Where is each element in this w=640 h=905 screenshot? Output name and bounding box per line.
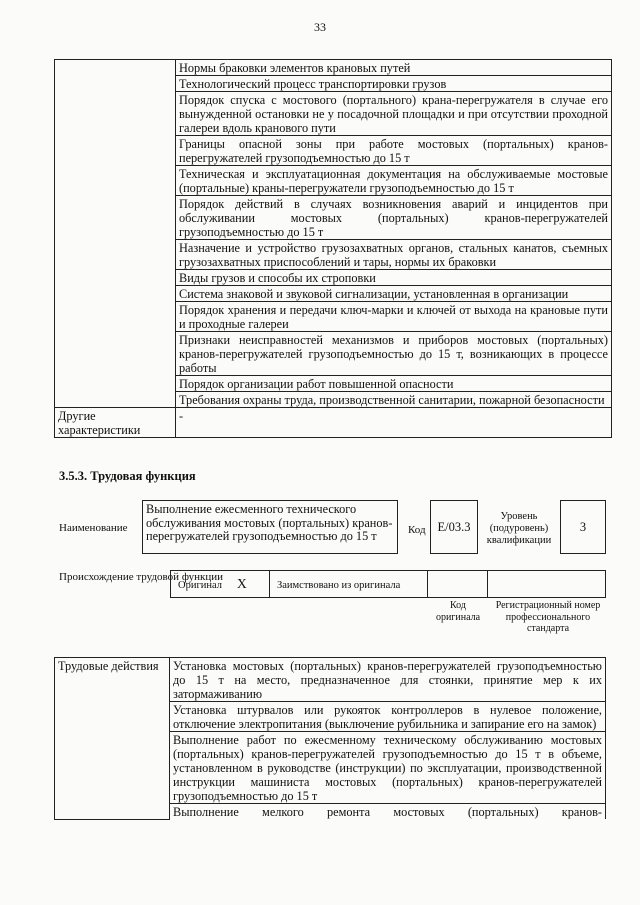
- knowledge-item: Система знаковой и звуковой сигнализации, установленная в организации: [176, 286, 612, 302]
- knowledge-item: Требования охраны труда, производственной санитарии, пожарной безопасности: [176, 392, 612, 408]
- actions-table: [54, 657, 606, 820]
- qualification-level-box: 3: [560, 500, 606, 554]
- knowledge-item: Границы опасной зоны при работе мостовых (портальных) кранов-перегружателей грузоподъемностью до 15 т: [176, 136, 612, 166]
- knowledge-item: Нормы браковки элементов крановых путей: [176, 60, 612, 76]
- other-characteristics-value: -: [176, 408, 612, 438]
- function-code-box: E/03.3: [430, 500, 478, 554]
- origin-label: Происхождение трудовой функции: [59, 571, 224, 583]
- actions-label: Трудовые действия: [55, 658, 170, 820]
- action-item: Выполнение мелкого ремонта мостовых (портальных) кранов-: [170, 804, 606, 820]
- knowledge-item: Порядок действий в случаях возникновения аварий и инцидентов при обслуживании мостовых (портальных) кранов-перегружателей грузоподъемностью до 15 т: [176, 196, 612, 240]
- original-label: Оригинал: [178, 580, 222, 591]
- origin-code-caption: Код оригинала: [435, 600, 481, 623]
- name-label: Наименование: [59, 522, 128, 534]
- borrowed-label: Заимствовано из оригинала: [277, 580, 401, 591]
- section-title: 3.5.3. Трудовая функция: [59, 469, 196, 483]
- origin-reg-number-cell: [488, 570, 606, 598]
- knowledge-item: Признаки неисправностей механизмов и приборов мостовых (портальных) кранов-перегружателей грузоподъемностью до 15 т, возникающих в процессе работы: [176, 332, 612, 376]
- function-name-box: Выполнение ежесменного технического обслуживания мостовых (портальных) кранов-перегружателей грузоподъемностью до 15 т: [142, 500, 398, 554]
- knowledge-item: Назначение и устройство грузозахватных органов, стальных канатов, съемных грузозахватных приспособлений и тары, нормы их браковки: [176, 240, 612, 270]
- origin-code-cell: [428, 570, 488, 598]
- knowledge-item: Порядок спуска с мостового (портального) крана-перегружателя в случае его вынужденной остановки не у посадочной площадки и при отсутствии проходной галереи вдоль кранового пути: [176, 92, 612, 136]
- knowledge-item: Виды грузов и способы их строповки: [176, 270, 612, 286]
- code-label: Код: [408, 524, 426, 536]
- action-item: Установка мостовых (портальных) кранов-перегружателей грузоподъемностью до 15 т на место, предназначенное для стоянки, принятие мер к их затормаживанию: [170, 658, 606, 702]
- level-label: Уровень (подуровень) квалификации: [486, 511, 552, 546]
- knowledge-item: Техническая и эксплуатационная документация на обслуживаемые мостовые (портальные) краны-перегружатели грузоподъемностью до 15 т: [176, 166, 612, 196]
- action-item: Выполнение работ по ежесменному техническому обслуживанию мостовых (портальных) кранов-перегружателей грузоподъемностью до 15 т в объеме, установленном в руководстве (инструкции) по эксплуатации, производственной инструкции машиниста мостовых (портальных) кранов-перегружателей грузоподъемностью до 15 т: [170, 732, 606, 804]
- other-characteristics-label: Другие характеристики: [55, 408, 176, 438]
- requirements-left-cell: [55, 60, 176, 408]
- knowledge-item: Порядок хранения и передачи ключ-марки и ключей от выхода на крановые пути и проходные галереи: [176, 302, 612, 332]
- origin-original-cell: [170, 570, 270, 598]
- requirements-table: [54, 59, 612, 438]
- original-mark: X: [237, 576, 247, 591]
- knowledge-item: Технологический процесс транспортировки грузов: [176, 76, 612, 92]
- action-item: Установка штурвалов или рукояток контроллеров в нулевое положение, отключение электропитания (выключение рубильника и запирание его на замок): [170, 702, 606, 732]
- knowledge-item: Порядок организации работ повышенной опасности: [176, 376, 612, 392]
- page-number: 33: [314, 20, 326, 34]
- origin-borrowed-cell: [270, 570, 428, 598]
- reg-number-caption: Регистрационный номер профессионального стандарта: [495, 600, 601, 634]
